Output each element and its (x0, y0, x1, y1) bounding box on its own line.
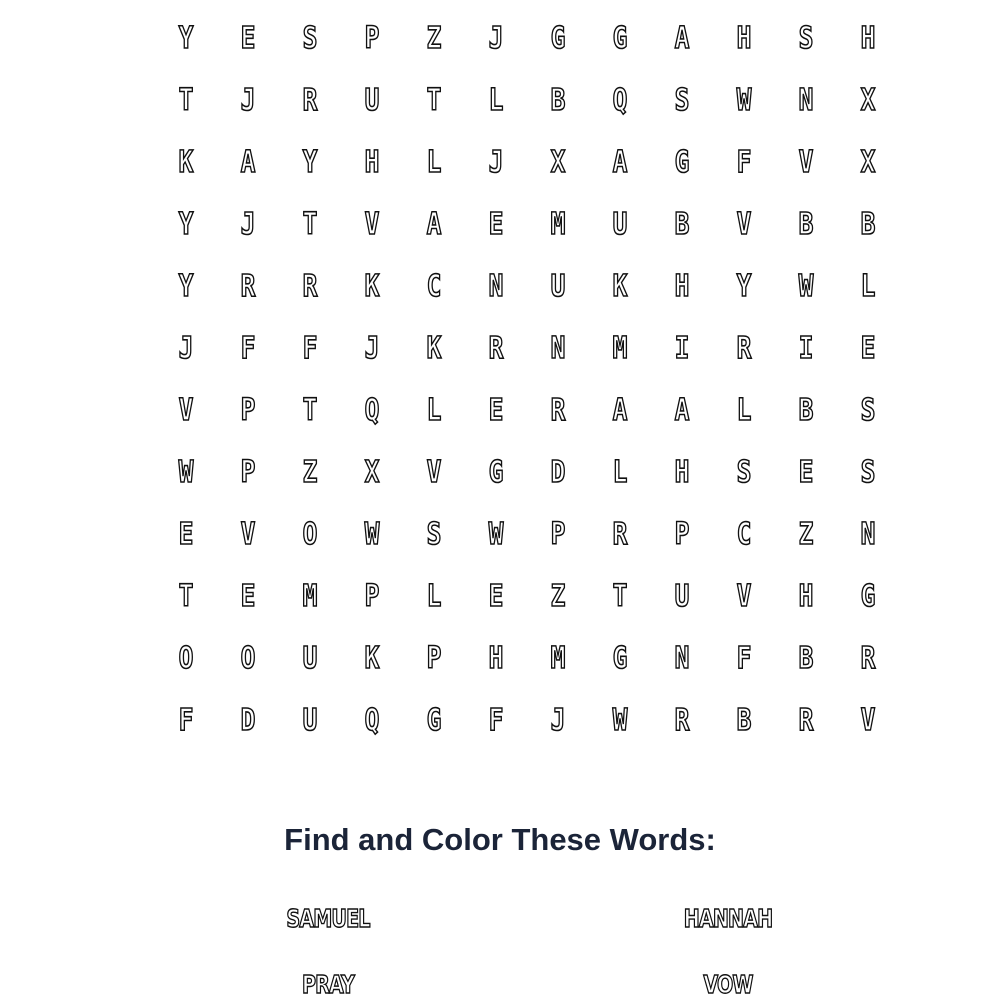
grid-letter-cell: V (426, 455, 442, 490)
grid-letter-cell: J (240, 83, 256, 118)
word-item-pray: PRAY (302, 970, 354, 999)
grid-letter-cell: D (550, 455, 566, 490)
grid-letter-cell: U (302, 703, 318, 738)
grid-letter-cell: R (798, 703, 814, 738)
grid-letter-cell: G (550, 21, 566, 56)
grid-letter-cell: P (364, 21, 380, 56)
grid-letter-cell: R (612, 517, 628, 552)
grid-letter-cell: Y (178, 269, 194, 304)
word-list-title: Find and Color These Words: (284, 822, 716, 857)
grid-letter-cell: N (674, 641, 690, 676)
grid-letter-cell: J (364, 331, 380, 366)
grid-letter-cell: V (798, 145, 814, 180)
grid-letter-cell: E (488, 579, 504, 614)
grid-letter-cell: V (860, 703, 876, 738)
grid-letter-cell: X (860, 83, 876, 118)
grid-letter-cell: Z (302, 455, 318, 490)
grid-letter-cell: Y (178, 207, 194, 242)
grid-letter-cell: R (240, 269, 256, 304)
grid-letter-cell: S (302, 21, 318, 56)
grid-letter-cell: G (488, 455, 504, 490)
grid-letter-cell: R (550, 393, 566, 428)
grid-letter-cell: H (674, 269, 690, 304)
letter-grid (155, 8, 899, 752)
grid-letter-cell: O (178, 641, 194, 676)
grid-letter-cell: C (426, 269, 442, 304)
grid-letter-cell: K (364, 269, 380, 304)
grid-letter-cell: W (798, 269, 814, 304)
grid-letter-cell: K (426, 331, 442, 366)
word-item-vow: VOW (703, 970, 753, 999)
grid-letter-cell: T (426, 83, 442, 118)
grid-letter-cell: X (860, 145, 876, 180)
grid-letter-cell: B (674, 207, 690, 242)
grid-letter-cell: L (426, 145, 442, 180)
grid-letter-cell: G (612, 21, 628, 56)
grid-letter-cell: V (736, 579, 752, 614)
grid-letter-cell: E (240, 579, 256, 614)
grid-letter-cell: L (426, 393, 442, 428)
grid-letter-cell: E (860, 331, 876, 366)
grid-letter-cell: B (798, 641, 814, 676)
grid-letter-cell: K (364, 641, 380, 676)
grid-letter-cell: E (178, 517, 194, 552)
grid-letter-cell: V (736, 207, 752, 242)
grid-letter-cell: N (550, 331, 566, 366)
grid-letter-cell: R (488, 331, 504, 366)
grid-letter-cell: S (860, 455, 876, 490)
grid-letter-cell: A (674, 21, 690, 56)
grid-letter-cell: P (426, 641, 442, 676)
grid-letter-cell: G (426, 703, 442, 738)
grid-letter-cell: E (798, 455, 814, 490)
grid-letter-cell: A (674, 393, 690, 428)
grid-letter-cell: Q (364, 703, 380, 738)
grid-letter-cell: Y (302, 145, 318, 180)
grid-letter-cell: U (674, 579, 690, 614)
grid-letter-cell: P (674, 517, 690, 552)
grid-letter-cell: E (488, 207, 504, 242)
grid-letter-cell: B (798, 393, 814, 428)
grid-letter-cell: W (488, 517, 504, 552)
grid-letter-cell: R (302, 83, 318, 118)
grid-letter-cell: A (612, 393, 628, 428)
grid-letter-cell: R (860, 641, 876, 676)
grid-letter-cell: F (736, 145, 752, 180)
grid-letter-cell: F (240, 331, 256, 366)
grid-letter-cell: P (550, 517, 566, 552)
grid-letter-cell: Y (178, 21, 194, 56)
grid-letter-cell: W (612, 703, 628, 738)
grid-letter-cell: G (860, 579, 876, 614)
grid-letter-cell: X (550, 145, 566, 180)
grid-letter-cell: V (178, 393, 194, 428)
grid-letter-cell: W (736, 83, 752, 118)
grid-letter-cell: B (736, 703, 752, 738)
grid-letter-cell: M (550, 641, 566, 676)
grid-letter-cell: J (178, 331, 194, 366)
grid-letter-cell: X (364, 455, 380, 490)
grid-letter-cell: H (674, 455, 690, 490)
grid-letter-cell: S (426, 517, 442, 552)
grid-letter-cell: Z (426, 21, 442, 56)
grid-letter-cell: G (612, 641, 628, 676)
grid-letter-cell: J (488, 21, 504, 56)
grid-letter-cell: R (736, 331, 752, 366)
grid-letter-cell: B (550, 83, 566, 118)
grid-letter-cell: T (178, 83, 194, 118)
grid-letter-cell: E (240, 21, 256, 56)
grid-letter-cell: M (302, 579, 318, 614)
grid-letter-cell: L (426, 579, 442, 614)
grid-letter-cell: F (488, 703, 504, 738)
grid-letter-cell: F (178, 703, 194, 738)
grid-letter-cell: L (860, 269, 876, 304)
grid-letter-cell: U (550, 269, 566, 304)
grid-letter-cell: Q (612, 83, 628, 118)
grid-letter-cell: Q (364, 393, 380, 428)
grid-letter-cell: C (736, 517, 752, 552)
grid-letter-cell: U (612, 207, 628, 242)
grid-letter-cell: Y (736, 269, 752, 304)
grid-letter-cell: J (240, 207, 256, 242)
grid-letter-cell: I (798, 331, 814, 366)
word-item-samuel: SAMUEL (286, 904, 370, 933)
grid-letter-cell: L (488, 83, 504, 118)
grid-letter-cell: O (302, 517, 318, 552)
grid-letter-cell: U (302, 641, 318, 676)
grid-letter-cell: A (240, 145, 256, 180)
grid-letter-cell: E (488, 393, 504, 428)
grid-letter-cell: F (302, 331, 318, 366)
grid-letter-cell: Z (798, 517, 814, 552)
grid-letter-cell: P (364, 579, 380, 614)
grid-letter-cell: U (364, 83, 380, 118)
grid-letter-cell: H (860, 21, 876, 56)
grid-letter-cell: F (736, 641, 752, 676)
grid-letter-cell: S (736, 455, 752, 490)
grid-letter-cell: H (488, 641, 504, 676)
grid-letter-cell: M (612, 331, 628, 366)
grid-letter-cell: P (240, 455, 256, 490)
grid-letter-cell: W (178, 455, 194, 490)
grid-letter-cell: J (488, 145, 504, 180)
grid-letter-cell: T (612, 579, 628, 614)
grid-letter-cell: I (674, 331, 690, 366)
grid-letter-cell: J (550, 703, 566, 738)
grid-letter-cell: V (240, 517, 256, 552)
grid-letter-cell: R (302, 269, 318, 304)
grid-letter-cell: W (364, 517, 380, 552)
grid-letter-cell: K (178, 145, 194, 180)
grid-letter-cell: P (240, 393, 256, 428)
grid-letter-cell: H (798, 579, 814, 614)
grid-letter-cell: T (178, 579, 194, 614)
grid-letter-cell: K (612, 269, 628, 304)
grid-letter-cell: L (736, 393, 752, 428)
grid-letter-cell: S (860, 393, 876, 428)
word-item-hannah: HANNAH (683, 904, 773, 933)
grid-letter-cell: S (674, 83, 690, 118)
grid-letter-cell: A (426, 207, 442, 242)
grid-letter-cell: T (302, 393, 318, 428)
grid-letter-cell: A (612, 145, 628, 180)
grid-letter-cell: O (240, 641, 256, 676)
grid-letter-cell: S (798, 21, 814, 56)
grid-letter-cell: V (364, 207, 380, 242)
grid-letter-cell: N (860, 517, 876, 552)
grid-letter-cell: B (798, 207, 814, 242)
grid-letter-cell: Z (550, 579, 566, 614)
grid-letter-cell: N (798, 83, 814, 118)
grid-letter-cell: B (860, 207, 876, 242)
grid-letter-cell: H (736, 21, 752, 56)
grid-letter-cell: R (674, 703, 690, 738)
grid-letter-cell: T (302, 207, 318, 242)
grid-letter-cell: G (674, 145, 690, 180)
grid-letter-cell: L (612, 455, 628, 490)
grid-letter-cell: H (364, 145, 380, 180)
grid-letter-cell: N (488, 269, 504, 304)
grid-letter-cell: M (550, 207, 566, 242)
grid-letter-cell: D (240, 703, 256, 738)
